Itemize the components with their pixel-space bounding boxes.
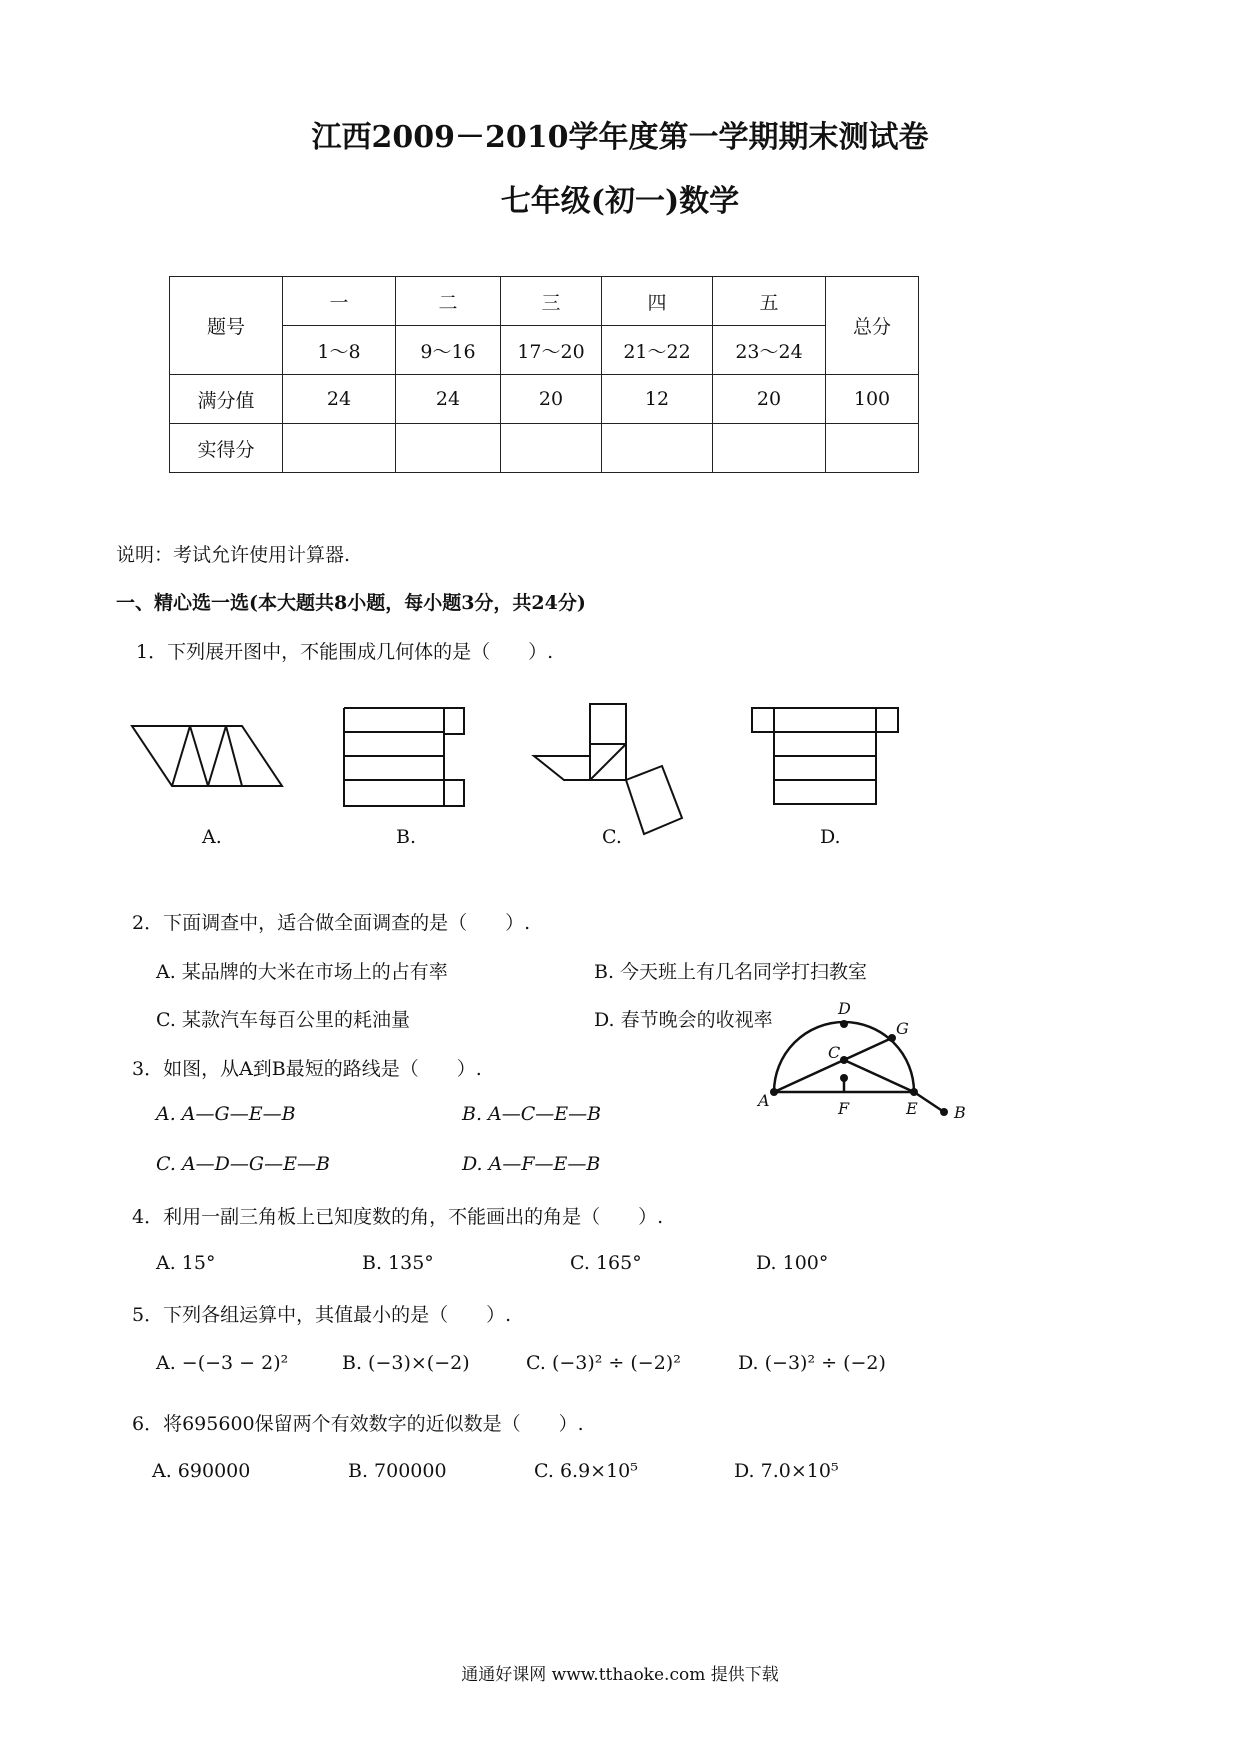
full-score-5: 20 [713, 375, 826, 424]
q6-option-c: C. 6.9×10⁵ [534, 1460, 638, 1482]
full-score-4: 12 [602, 375, 713, 424]
q3-option-b: B. A—C—E—B [462, 1103, 602, 1125]
exam-note: 说明：考试允许使用计算器. [116, 544, 351, 566]
section-1: 一 [283, 277, 396, 326]
q5-option-a: A. −(−3 − 2)² [156, 1352, 289, 1374]
q2-option-c: C. 某款汽车每百公里的耗油量 [156, 1009, 410, 1031]
point-label-c: C [828, 1043, 841, 1062]
range-4: 21～22 [602, 326, 713, 375]
q6-option-a: A. 690000 [152, 1460, 251, 1482]
range-2: 9～16 [396, 326, 501, 375]
q3-figure [752, 1000, 982, 1120]
q3-option-a: A. A—G—E—B [156, 1103, 296, 1125]
actual-score-cell[interactable] [396, 424, 501, 473]
header-label: 题号 [170, 277, 283, 375]
actual-score-cell[interactable] [602, 424, 713, 473]
q3-option-c: C. A—D—G—E—B [156, 1153, 330, 1175]
q3-stem: 3．如图，从A到B最短的路线是（ ）. [132, 1058, 482, 1080]
actual-score-cell[interactable] [501, 424, 602, 473]
q2-option-b: B. 今天班上有几名同学打扫教室 [594, 961, 868, 983]
point-label-a: A [758, 1091, 770, 1110]
full-score-total: 100 [826, 375, 919, 424]
exam-subtitle: 七年级(初一)数学 [500, 184, 740, 219]
actual-score-cell[interactable] [713, 424, 826, 473]
full-score-3: 20 [501, 375, 602, 424]
q1-figure-d [750, 706, 900, 806]
point-label-f: F [838, 1099, 850, 1118]
q5-option-d: D. (−3)² ÷ (−2) [738, 1352, 886, 1374]
q6-stem: 6．将695600保留两个有效数字的近似数是（ ）. [132, 1413, 584, 1435]
exam-title: 江西2009－2010学年度第一学期期末测试卷 [311, 120, 929, 155]
score-table [169, 276, 919, 473]
q5-option-b: B. (−3)×(−2) [342, 1352, 470, 1374]
total-label: 总分 [826, 277, 919, 375]
actual-score-cell[interactable] [826, 424, 919, 473]
q5-stem: 5．下列各组运算中，其值最小的是（ ）. [132, 1304, 512, 1326]
q2-option-d: D. 春节晚会的收视率 [594, 1009, 773, 1031]
q4-stem: 4．利用一副三角板上已知度数的角，不能画出的角是（ ）. [132, 1206, 664, 1228]
q1-figure-a [128, 724, 288, 790]
q1-label-d: D. [820, 826, 841, 848]
q4-option-d: D. 100° [756, 1252, 829, 1274]
q1-label-a: A. [202, 826, 222, 848]
q3-option-d: D. A—F—E—B [462, 1153, 601, 1175]
q2-stem: 2．下面调查中，适合做全面调查的是（ ）. [132, 912, 531, 934]
range-1: 1～8 [283, 326, 396, 375]
full-score-2: 24 [396, 375, 501, 424]
point-label-b: B [954, 1103, 966, 1122]
page-footer: 通通好课网 www.tthaoke.com 提供下载 [461, 1665, 779, 1685]
q6-option-d: D. 7.0×10⁵ [734, 1460, 839, 1482]
range-3: 17～20 [501, 326, 602, 375]
q2-option-a: A. 某品牌的大米在市场上的占有率 [156, 961, 448, 983]
point-label-d: D [838, 999, 851, 1018]
q1-figure-b [340, 706, 470, 810]
q1-label-b: B. [396, 826, 417, 848]
q4-option-a: A. 15° [156, 1252, 216, 1274]
q1-label-c: C. [602, 826, 622, 848]
full-score-1: 24 [283, 375, 396, 424]
q6-option-b: B. 700000 [348, 1460, 447, 1482]
full-score-label: 满分值 [170, 375, 283, 424]
section-2: 二 [396, 277, 501, 326]
q1-stem: 1．下列展开图中，不能围成几何体的是（ ）. [136, 641, 554, 663]
q4-option-c: C. 165° [570, 1252, 642, 1274]
actual-score-cell[interactable] [283, 424, 396, 473]
section-5: 五 [713, 277, 826, 326]
actual-score-label: 实得分 [170, 424, 283, 473]
point-label-e: E [906, 1099, 918, 1118]
q1-figure-c [532, 700, 692, 840]
range-5: 23～24 [713, 326, 826, 375]
q4-option-b: B. 135° [362, 1252, 434, 1274]
section-1-heading: 一、精心选一选(本大题共8小题，每小题3分，共24分) [116, 592, 586, 614]
q5-option-c: C. (−3)² ÷ (−2)² [526, 1352, 681, 1374]
point-label-g: G [896, 1019, 909, 1038]
section-4: 四 [602, 277, 713, 326]
section-3: 三 [501, 277, 602, 326]
